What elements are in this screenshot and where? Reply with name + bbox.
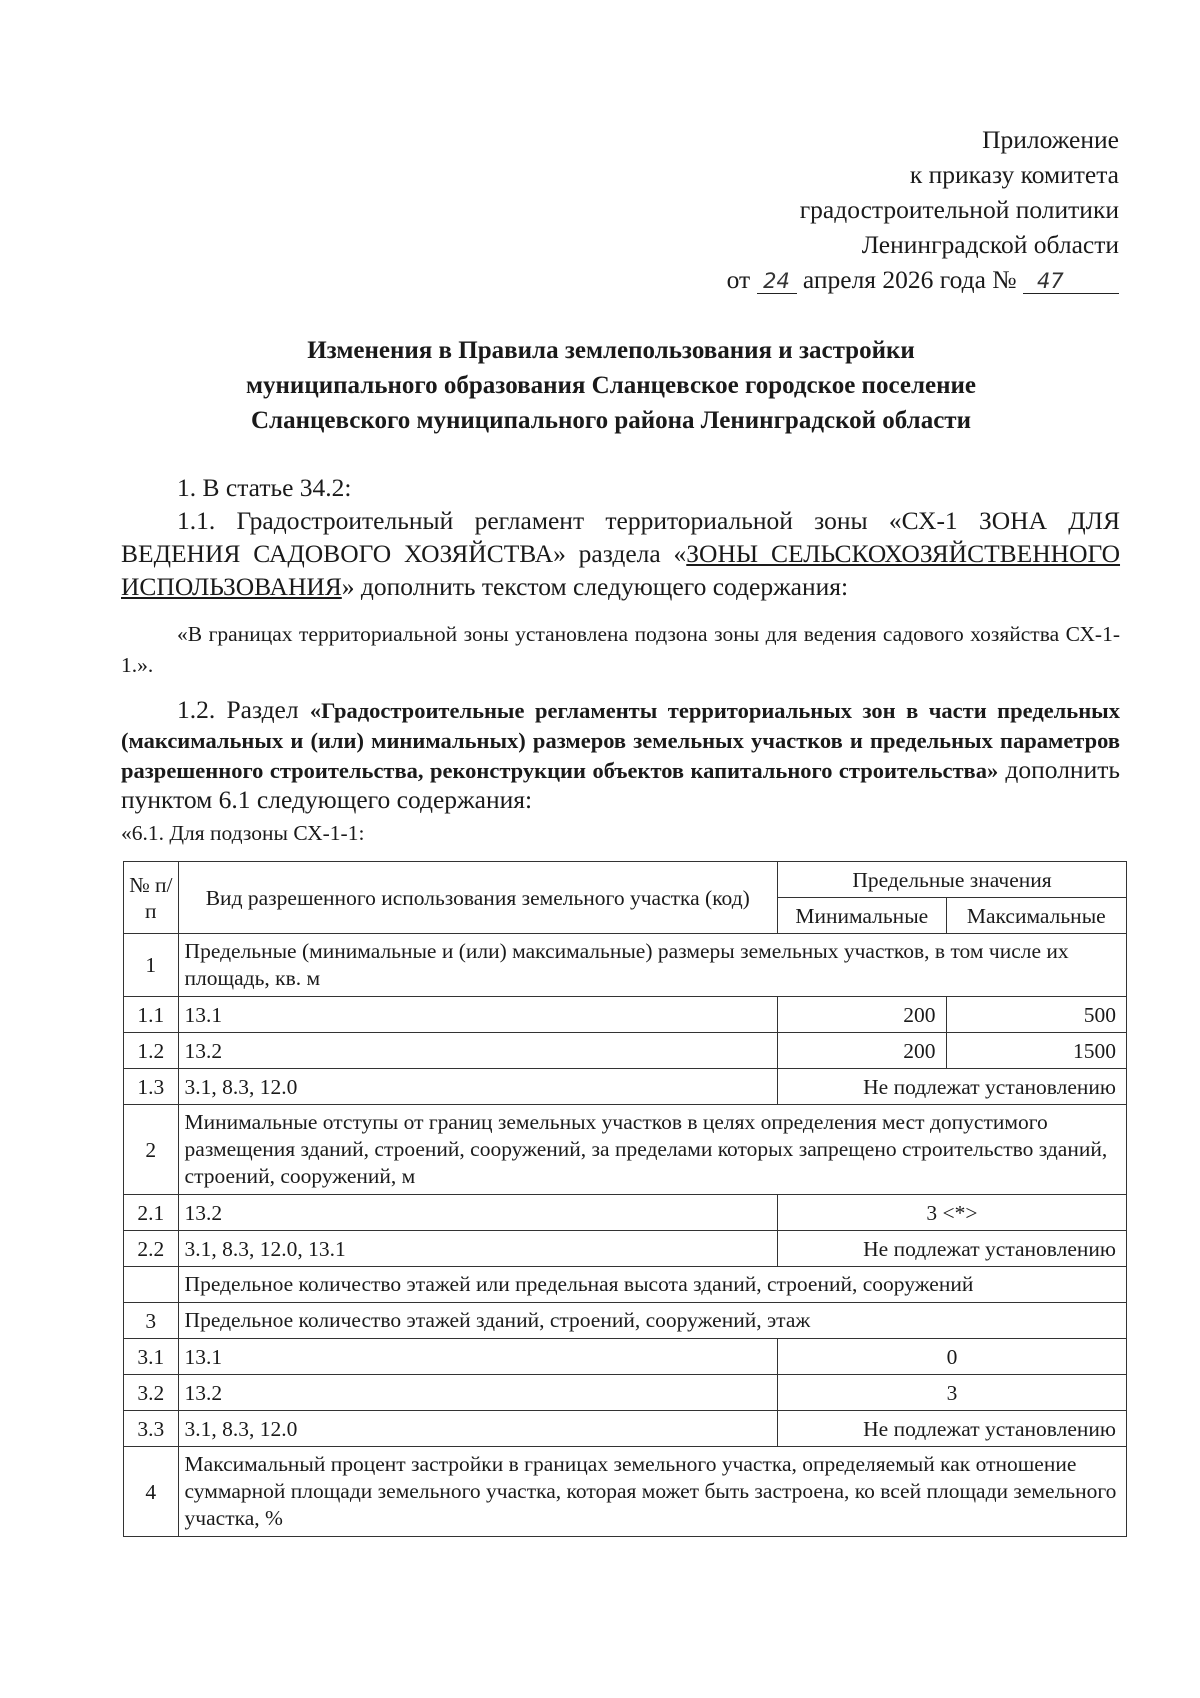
- appendix-order-ref: к приказу комитета: [909, 160, 1119, 189]
- use-code: 13.2: [178, 1033, 777, 1069]
- table-row: [124, 934, 1127, 997]
- header-kind: Вид разрешенного использования земельного участка (код): [178, 862, 777, 934]
- use-code: 3.1, 8.3, 12.0, 13.1: [178, 1231, 777, 1267]
- row-number: [124, 1267, 179, 1303]
- title-line-2: муниципального образования Сланцевское городское поселение: [246, 372, 976, 399]
- appendix-region: Ленинградской области: [861, 230, 1119, 259]
- paragraph-1-2: [121, 695, 1120, 814]
- table-row: [124, 1231, 1127, 1267]
- appendix-committee: градостроительной политики: [799, 195, 1119, 224]
- appendix-title: Приложение: [982, 125, 1119, 154]
- title-line-3: Сланцевского муниципального района Ленинградской области: [251, 407, 971, 434]
- row-number: 2: [124, 1105, 179, 1195]
- date-day-handwritten: 24: [757, 269, 797, 294]
- p2-start: 1.1. Градостроительный регламент территориальной зоны «СХ-1 ЗОНА ДЛЯ ВЕДЕНИЯ САДОВОГО ХОЗЯЙСТВА» раздела «: [121, 506, 1120, 568]
- p2-end: » дополнить текстом следующего содержания:: [341, 572, 849, 601]
- regulation-table: [123, 861, 1127, 1537]
- table-row: [124, 1033, 1127, 1069]
- min-value: 200: [777, 997, 946, 1033]
- table-row: [124, 1069, 1127, 1105]
- row-number: 3.3: [124, 1411, 179, 1447]
- merged-value: 3 <*>: [777, 1195, 1126, 1231]
- title-line-1: Изменения в Правила землепользования и застройки: [307, 337, 915, 364]
- table-row: [124, 997, 1127, 1033]
- row-number: 3.2: [124, 1375, 179, 1411]
- table-row: [124, 1447, 1127, 1537]
- p4-bold: «Градостроительные регламенты территориальных зон в части предельных (максимальных и (или) минимальных) размеров земельных участков и предельных параметров разрешенного строительства, реконструкции объектов капитального строительства»: [121, 698, 1120, 783]
- use-code: 13.1: [178, 997, 777, 1033]
- use-code: 3.1, 8.3, 12.0: [178, 1069, 777, 1105]
- paragraph-1-1: [121, 504, 1120, 603]
- appendix-header: [727, 122, 1119, 297]
- p4-start: 1.2. Раздел: [177, 695, 310, 724]
- row-number: 2.2: [124, 1231, 179, 1267]
- table-row: [124, 1375, 1127, 1411]
- use-code: 13.2: [178, 1195, 777, 1231]
- max-value: 1500: [946, 1033, 1126, 1069]
- row-number: 3: [124, 1303, 179, 1339]
- table-row: [124, 1105, 1127, 1195]
- row-number: 1: [124, 934, 179, 997]
- p2-underlined: ЗОНЫ СЕЛЬСКОХОЗЯЙСТВЕННОГО ИСПОЛЬЗОВАНИЯ: [121, 539, 1121, 601]
- min-value: 200: [777, 1033, 946, 1069]
- section-heading: Предельное количество этажей или предельная высота зданий, строений, сооружений: [178, 1267, 1126, 1303]
- header-min: Минимальные: [777, 898, 946, 934]
- paragraph-6-1: «6.1. Для подзоны СХ-1-1:: [121, 821, 365, 845]
- row-number: 4: [124, 1447, 179, 1537]
- section-heading: Предельное количество этажей зданий, строений, сооружений, этаж: [178, 1303, 1126, 1339]
- order-number-handwritten: 47: [1023, 269, 1119, 294]
- table-row: [124, 1303, 1127, 1339]
- row-number: 1.1: [124, 997, 179, 1033]
- document-title: [120, 333, 1102, 438]
- row-number: 1.3: [124, 1069, 179, 1105]
- use-code: 3.1, 8.3, 12.0: [178, 1411, 777, 1447]
- header-max: Максимальные: [946, 898, 1126, 934]
- section-heading: Минимальные отступы от границ земельных участков в целях определения мест допустимого размещения зданий, строений, сооружений, за пределами которых запрещено строительство зданий, строений, сооружений, м: [178, 1105, 1126, 1195]
- header-limits: Предельные значения: [777, 862, 1126, 898]
- section-heading: Предельные (минимальные и (или) максимальные) размеры земельных участков, в том числе их площадь, кв. м: [178, 934, 1126, 997]
- row-number: 3.1: [124, 1339, 179, 1375]
- paragraph-quote: «В границах территориальной зоны установлена подзона зоны для ведения садового хозяйства СХ-1-1.».: [121, 622, 1120, 677]
- max-value: 500: [946, 997, 1126, 1033]
- date-prefix: от: [726, 265, 751, 294]
- table-row: [124, 1267, 1127, 1303]
- use-code: 13.1: [178, 1339, 777, 1375]
- merged-value: Не подлежат установлению: [777, 1411, 1126, 1447]
- table-row: [124, 1339, 1127, 1375]
- merged-value: Не подлежат установлению: [777, 1069, 1126, 1105]
- section-heading: Максимальный процент застройки в границах земельного участка, определяемый как отношение суммарной площади земельного участка, которая может быть застроена, ко всей площади земельного участка, %: [178, 1447, 1126, 1537]
- row-number: 1.2: [124, 1033, 179, 1069]
- header-num: № п/п: [124, 862, 179, 934]
- merged-value: Не подлежат установлению: [777, 1231, 1126, 1267]
- date-middle: апреля 2026 года №: [802, 265, 1017, 294]
- row-number: 2.1: [124, 1195, 179, 1231]
- table-row: [124, 1195, 1127, 1231]
- paragraph-1: 1. В статье 34.2:: [177, 473, 352, 502]
- merged-value: 3: [777, 1375, 1126, 1411]
- p4-end: дополнить пунктом 6.1 следующего содержания:: [121, 755, 1120, 814]
- use-code: 13.2: [178, 1375, 777, 1411]
- appendix-date-line: [727, 262, 1119, 297]
- merged-value: 0: [777, 1339, 1126, 1375]
- table-row: [124, 1411, 1127, 1447]
